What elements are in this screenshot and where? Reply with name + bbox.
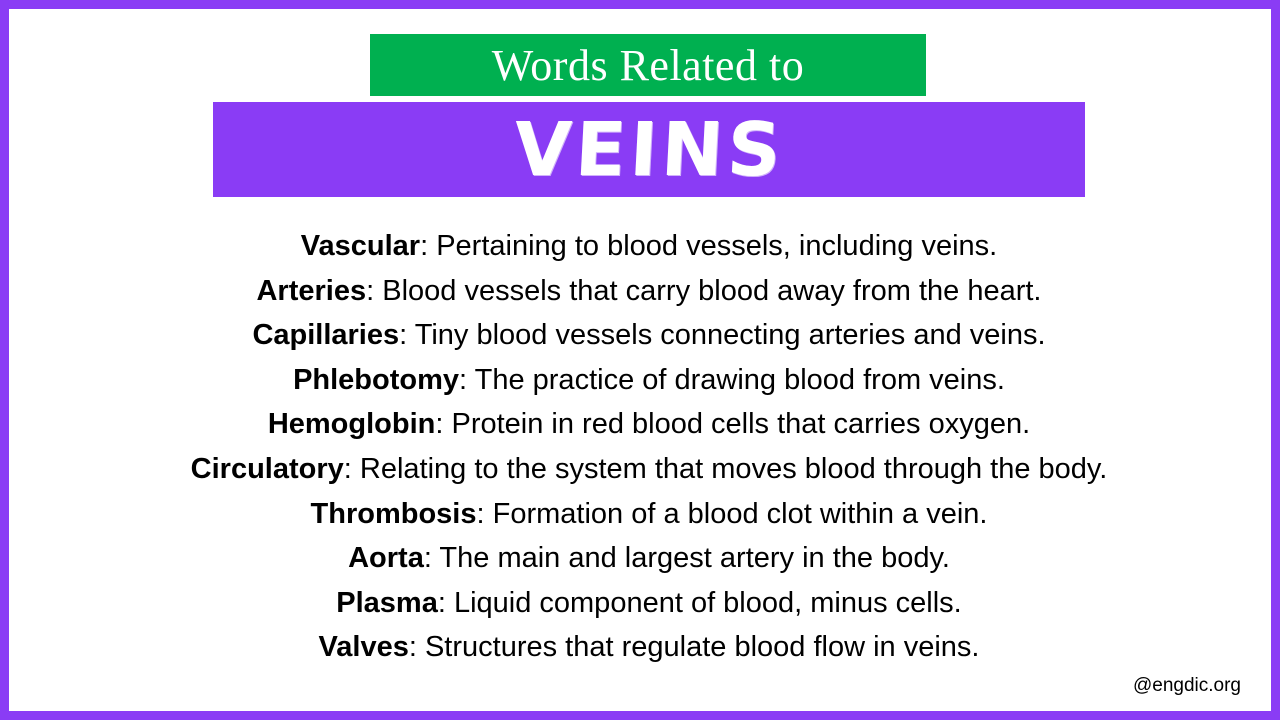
term: Hemoglobin bbox=[267, 408, 436, 441]
definition: : The practice of drawing blood from veins. bbox=[459, 363, 1005, 396]
definition: : Structures that regulate blood flow in veins. bbox=[408, 631, 980, 664]
term: Circulatory bbox=[190, 452, 344, 485]
term: Phlebotomy bbox=[293, 363, 460, 396]
definition: : Pertaining to blood vessels, including veins. bbox=[420, 230, 998, 262]
term: Vascular bbox=[300, 230, 421, 262]
definition: : Blood vessels that carry blood away from the heart. bbox=[366, 274, 1042, 307]
title-text: VEINS bbox=[511, 106, 787, 193]
definition: : Tiny blood vessels connecting arteries and veins. bbox=[399, 319, 1046, 352]
list-item bbox=[69, 536, 1229, 581]
list-item bbox=[69, 625, 1229, 670]
list-item bbox=[69, 358, 1229, 403]
term: Plasma bbox=[336, 586, 438, 619]
definition: : The main and largest artery in the body. bbox=[423, 542, 950, 575]
term-list bbox=[69, 224, 1229, 670]
term: Valves bbox=[318, 631, 409, 664]
definition: : Protein in red blood cells that carries oxygen. bbox=[435, 408, 1031, 441]
list-item bbox=[69, 581, 1229, 626]
subtitle-banner bbox=[370, 34, 926, 96]
watermark: @engdic.org bbox=[1132, 675, 1241, 696]
definition: : Liquid component of blood, minus cells. bbox=[437, 586, 962, 619]
term: Thrombosis bbox=[310, 497, 477, 530]
list-item bbox=[69, 402, 1229, 447]
list-item bbox=[69, 447, 1229, 492]
list-item bbox=[69, 224, 1229, 269]
term: Capillaries bbox=[252, 319, 400, 352]
term: Aorta bbox=[348, 542, 424, 575]
title-banner bbox=[213, 102, 1085, 197]
list-item bbox=[69, 269, 1229, 314]
list-item bbox=[69, 492, 1229, 537]
list-item bbox=[69, 313, 1229, 358]
definition: : Formation of a blood clot within a vein. bbox=[476, 497, 988, 530]
subtitle-text: Words Related to bbox=[491, 40, 805, 90]
term: Arteries bbox=[256, 274, 367, 307]
definition: : Relating to the system that moves blood through the body. bbox=[343, 452, 1108, 485]
